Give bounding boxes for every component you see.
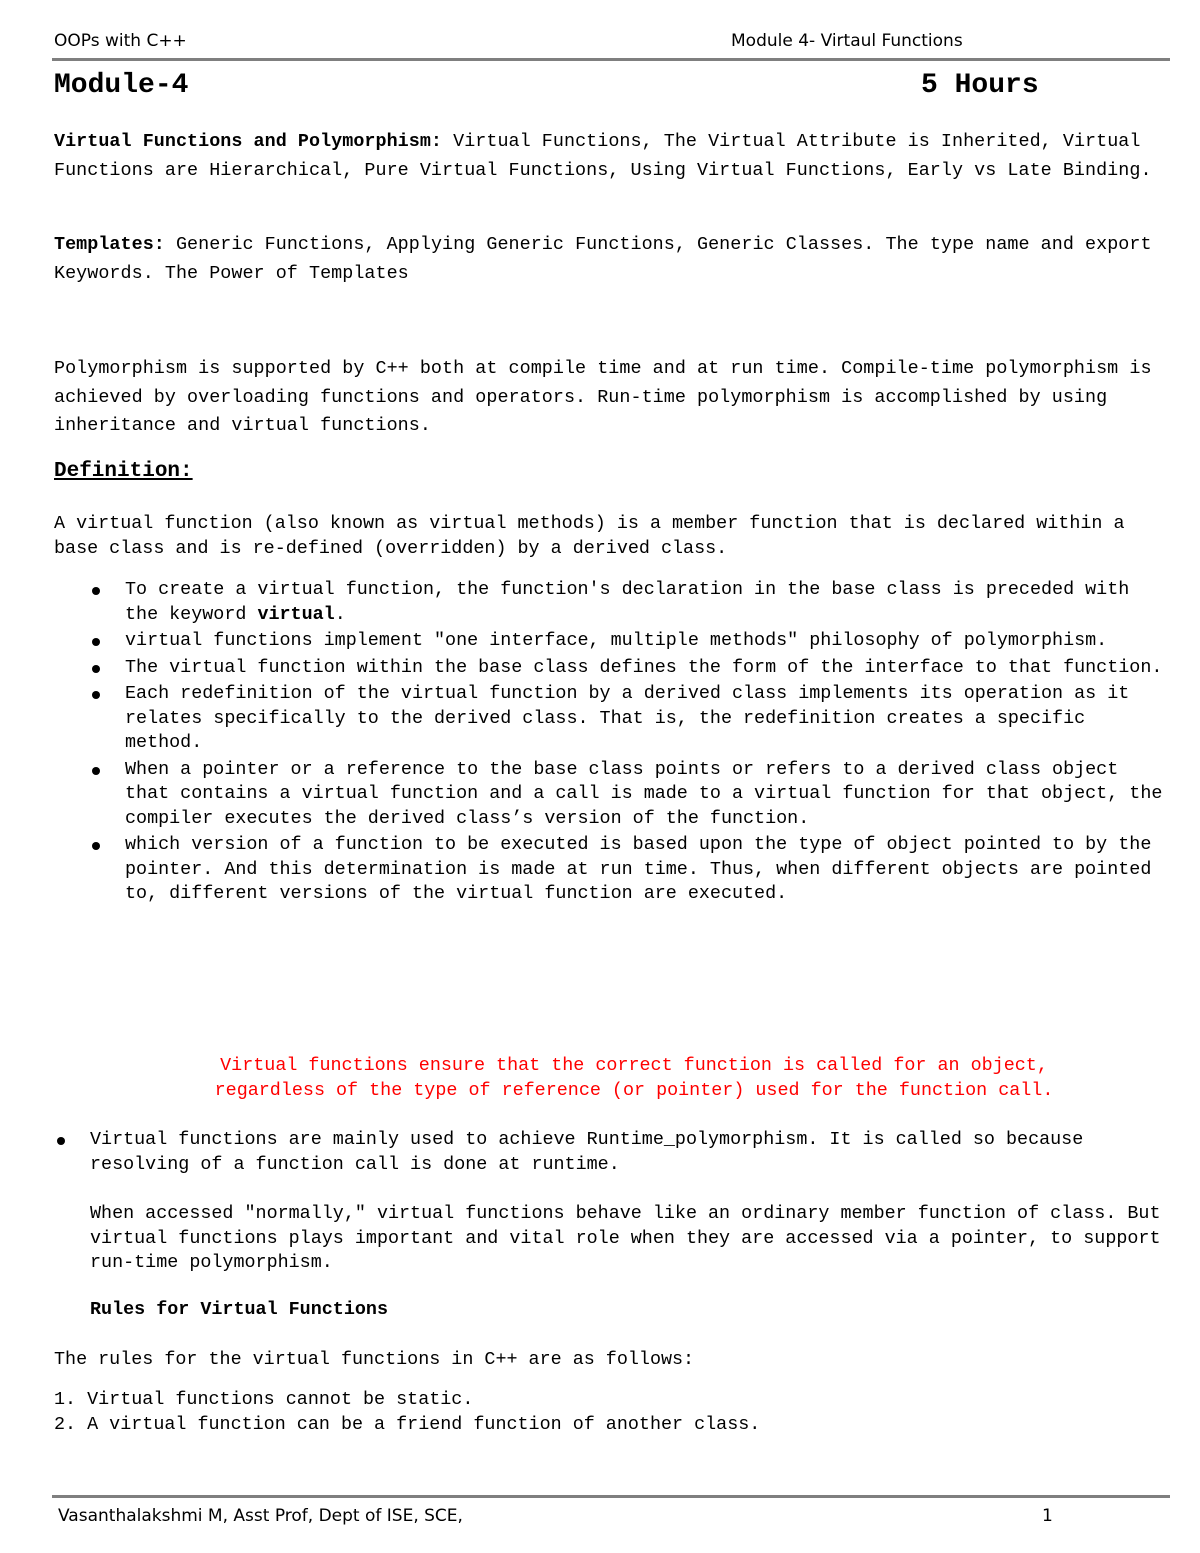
list-item: The virtual function within the base class defines the form of the interface to that function. <box>0 656 1165 681</box>
bullet-icon <box>92 587 100 595</box>
header-divider <box>52 58 1170 61</box>
topics-text: Virtual Functions, The Virtual Attribute is Inherited, Virtual Functions are Hierarchical, Pure Virtual Functions, Using Virtual Functions, Early vs Late Binding. <box>54 131 1152 181</box>
footer-author: Vasanthalakshmi M, Asst Prof, Dept of ISE, SCE, <box>58 1506 463 1526</box>
definition-heading: Definition: <box>54 460 193 483</box>
list-item: 1. Virtual functions cannot be static. <box>54 1389 474 1410</box>
normal-access-text: When accessed "normally," virtual functions behave like an ordinary member function of class. But virtual functions plays important and vital role when they are accessed via a pointer, to support run-time polymorphism. <box>90 1203 1161 1273</box>
list-item: 2. A virtual function can be a friend function of another class. <box>54 1413 761 1435</box>
list-item: Each redefinition of the virtual function by a derived class implements its operation as it relates specifically to the derived class. That is, the redefinition creates a specific method. <box>0 682 1165 756</box>
rules-list <box>54 1388 1154 1437</box>
page-number: 1 <box>1042 1506 1053 1526</box>
syllabus-templates <box>54 231 1164 288</box>
bullet-icon <box>57 1137 65 1145</box>
list-item: To create a virtual function, the function's declaration in the base class is preceded with the keyword virtual. <box>0 578 1165 627</box>
highlight-note <box>0 1054 1200 1103</box>
syllabus-topics <box>54 128 1164 185</box>
rules-heading: Rules for Virtual Functions <box>90 1299 388 1320</box>
bullet-icon <box>92 638 100 646</box>
bullet-icon <box>92 665 100 673</box>
highlight-note-line2: regardless of the type of reference (or pointer) used for the function call. <box>214 1079 1054 1101</box>
rules-intro: The rules for the virtual functions in C++ are as follows: <box>54 1349 695 1370</box>
footer-divider <box>52 1495 1170 1498</box>
virtual-keyword: virtual <box>257 603 335 625</box>
header-module-title: Module 4- Virtaul Functions <box>731 31 963 51</box>
templates-label: Templates: <box>54 234 165 255</box>
list-item: virtual functions implement "one interface, multiple methods" philosophy of polymorphism. <box>0 629 1165 654</box>
module-title: Module-4 <box>54 70 189 101</box>
topics-label: Virtual Functions and Polymorphism: <box>54 131 443 152</box>
templates-text: Generic Functions, Applying Generic Functions, Generic Classes. The type name and export Keywords. The Power of Templates <box>54 234 1152 284</box>
definition-text: A virtual function (also known as virtual methods) is a member function that is declared within a base class and is re-defined (overridden) by a derived class. <box>54 513 1125 559</box>
bullet-icon <box>92 691 100 699</box>
bullet-icon <box>92 767 100 775</box>
module-hours: 5 Hours <box>921 70 1039 101</box>
highlight-note-line1: Virtual functions ensure that the correct function is called for an object, <box>220 1055 1048 1076</box>
list-item: When a pointer or a reference to the base class points or refers to a derived class object that contains a virtual function and a call is made to a virtual function for that object, the compiler executes the derived class’s version of the function. <box>0 758 1165 832</box>
bullet-icon <box>92 842 100 850</box>
polymorphism-intro: Polymorphism is supported by C++ both at compile time and at run time. Compile-time polymorphism is achieved by overloading functions and operators. Run-time polymorphism is accomplished by using inheritance and virtual functions. <box>54 358 1152 436</box>
header-course-title: OOPs with C++ <box>54 31 187 51</box>
runtime-polymorphism-text: Virtual functions are mainly used to achieve Runtime_polymorphism. It is called so because resolving of a function call is done at runtime. <box>90 1129 1084 1175</box>
virtual-function-bullets <box>0 578 1200 909</box>
list-item: which version of a function to be executed is based upon the type of object pointed to by the pointer. And this determination is made at run time. Thus, when different objects are pointed to, different versions of the virtual function are executed. <box>0 833 1165 907</box>
